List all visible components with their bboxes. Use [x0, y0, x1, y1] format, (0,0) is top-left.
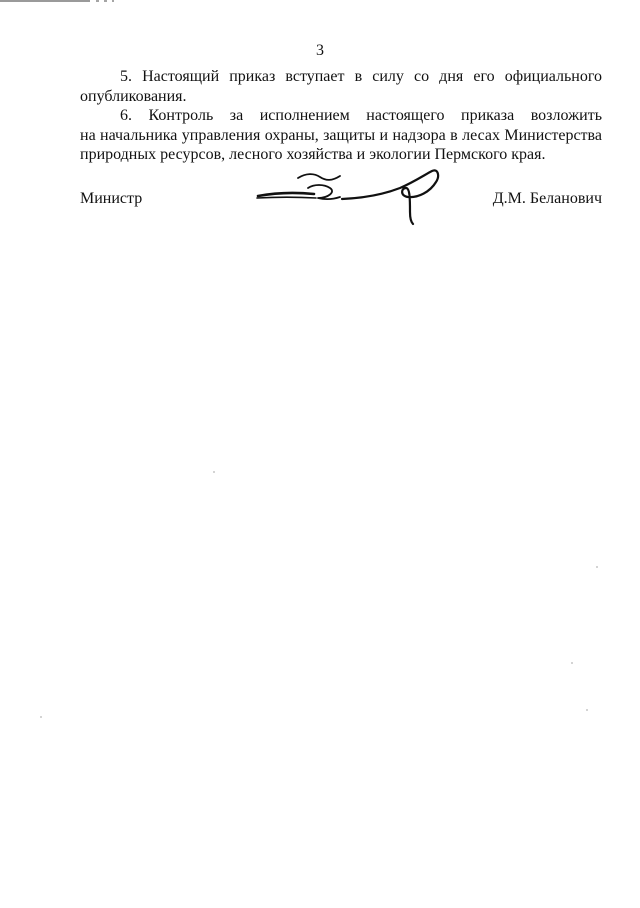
signature-stroke-5: [342, 170, 438, 224]
scan-speck: [213, 471, 215, 473]
handwritten-signature: [254, 164, 444, 226]
document-body: [80, 67, 602, 165]
page-number: 3: [316, 42, 324, 59]
signer-name: Д.М. Беланович: [492, 190, 602, 207]
scan-speck: [571, 662, 573, 664]
scan-top-edge-marks: [96, 0, 114, 2]
paragraph-5: [80, 67, 602, 106]
paragraph-6: [80, 106, 602, 165]
signature-stroke-4: [308, 185, 340, 199]
signature-stroke-3: [298, 174, 340, 180]
paragraph-6-first-line: 6. Контроль за исполнением настоящего приказа возложить: [120, 107, 602, 124]
paragraph-6-continuation: на начальника управления охраны, защиты и надзора в лесах Министерства природных ресурсов, лесного хозяйства и экологии Пермского края.: [80, 126, 602, 163]
signature-stroke-1: [258, 193, 314, 196]
scan-speck: [596, 566, 598, 568]
scan-top-edge: [0, 0, 90, 2]
paragraph-5-continuation: опубликования.: [80, 87, 187, 105]
paragraph-5-first-line: 5. Настоящий приказ вступает в силу со дня его официального: [120, 68, 602, 85]
signature-stroke-2: [257, 197, 316, 198]
scan-speck: [586, 709, 588, 711]
signer-title: Министр: [80, 190, 143, 207]
scan-speck: [40, 716, 42, 718]
